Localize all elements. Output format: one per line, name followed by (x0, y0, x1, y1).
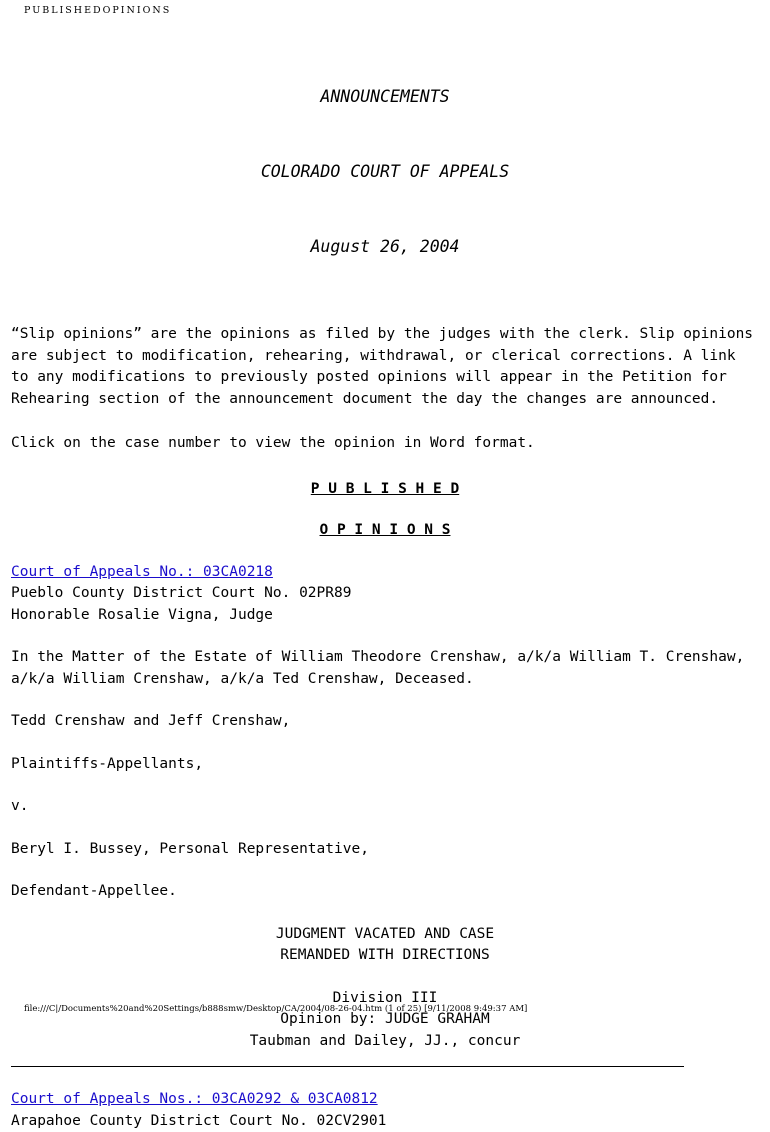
appellants-names: Tedd Crenshaw and Jeff Crenshaw, (11, 711, 759, 733)
disposition-line-2: REMANDED WITH DIRECTIONS (11, 945, 759, 967)
district-court-number-2: Arapahoe County District Court No. 02CV2901 (11, 1111, 759, 1132)
title-line-announcements: ANNOUNCEMENTS (11, 84, 759, 109)
document-body (11, 34, 759, 1132)
disposition-line-1: JUDGMENT VACATED AND CASE (11, 924, 759, 946)
case-link-03CA0292-03CA0812[interactable]: Court of Appeals Nos.: 03CA0292 & 03CA0812 (11, 1091, 378, 1107)
intro-paragraph: “Slip opinions” are the opinions as filed by the judges with the clerk. Slip opinions are subject to modification, rehearing, withdrawal, or clerical corrections. A link to any modifications to previously posted opinions will appear in the Petition for Rehearing section of the announcement document the day the changes are announced. (11, 324, 759, 410)
case-matter: In the Matter of the Estate of William Theodore Crenshaw, a/k/a William T. Crenshaw, a/k/a William Crenshaw, a/k/a Ted Crenshaw, Deceased. (11, 647, 759, 690)
title-line-date: August 26, 2004 (11, 234, 759, 259)
page-header-label: PUBLISHEDOPINIONS (24, 5, 171, 16)
heading-opinions: O P I N I O N S (11, 520, 759, 542)
click-instruction: Click on the case number to view the opinion in Word format. (11, 433, 759, 455)
appellants-role: Plaintiffs-Appellants, (11, 754, 759, 776)
appellee-role: Defendant-Appellee. (11, 881, 759, 903)
versus: v. (11, 796, 759, 818)
page-footer-path: file:///C|/Documents%20and%20Settings/b888smw/Desktop/CA/2004/08-26-04.htm (1 of 25) [9/11/2008 9:49:37 AM] (24, 1004, 527, 1014)
concurring-judges: Taubman and Dailey, JJ., concur (11, 1031, 759, 1053)
case-entry-2 (11, 1089, 759, 1132)
section-divider (11, 1066, 684, 1067)
division: Division III (11, 988, 759, 1010)
title-line-court: COLORADO COURT OF APPEALS (11, 159, 759, 184)
case-entry-1 (11, 562, 759, 1053)
opinion-author: Opinion by: JUDGE GRAHAM (11, 1009, 759, 1031)
district-court-number: Pueblo County District Court No. 02PR89 (11, 583, 759, 605)
heading-published: P U B L I S H E D (11, 479, 759, 501)
appellee-name: Beryl I. Bussey, Personal Representative, (11, 839, 759, 861)
announcement-title (11, 34, 759, 309)
case-link-03CA0218[interactable]: Court of Appeals No.: 03CA0218 (11, 564, 273, 580)
trial-judge: Honorable Rosalie Vigna, Judge (11, 605, 759, 627)
